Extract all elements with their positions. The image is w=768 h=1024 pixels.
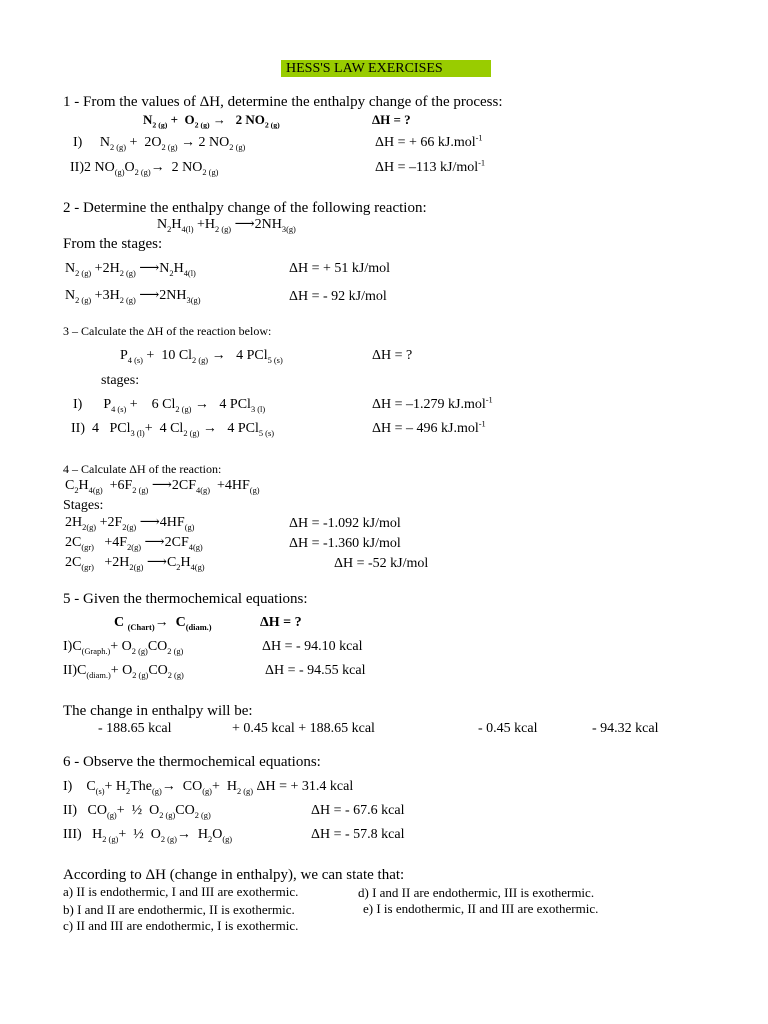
ex4-step-2-eq: $2C_{(gr)} +4F_{2(g)}$ $⟶2CF_{4(g)}$ xyxy=(65,535,203,552)
ex6-step-2-eq: II) $CO_{(g)}+$ ½ $O_{2 (g)}CO_{2 (g)}$ xyxy=(63,803,211,820)
ex5-option-3: - 0.45 kcal xyxy=(478,721,538,736)
ex5-step-2-eq: $II)C_{(diam.)}+ O_{2 (g)}CO_{2 (g)}$ xyxy=(63,663,184,680)
ex4-step-1-eq: $2H_{2(g)} +2F_{2(g)}$ $⟶4HF_{(g)}$ xyxy=(65,515,195,532)
ex2-step-2-eq: $N_{2 (g)} +3H_{2 (g)}$ $⟶2NH_{3(g)}$ xyxy=(65,288,201,305)
ex6-prompt: 6 - Observe the thermochemical equations: xyxy=(63,754,321,770)
ex5-prompt: 5 - Given the thermochemical equations: xyxy=(63,591,308,607)
ex4-stages-label: Stages: xyxy=(63,498,104,513)
ex5-option-1: - 188.65 kcal xyxy=(98,721,172,736)
ex5-step-1-eq: $I)C_{(Graph.)}+ O_{2 (g)}CO_{2 (g)}$ xyxy=(63,639,184,656)
ex6-question: According to ΔH (change in enthalpy), we can state that: xyxy=(63,867,405,883)
ex1-step-2-eq: II)2 $NO_{(g)}O_{2 (g)}\to 2$ $NO_{2 (g)}$ xyxy=(70,160,219,177)
ex3-step-1-eq: I) $P_{4 (s)}$ + 6 $Cl_{2 (g)} \to 4$ PCl$_{3 (l)}$ xyxy=(73,397,266,414)
ex5-step-1-dh: ΔH = - 94.10 kcal xyxy=(262,639,363,654)
ex4-target-eq: $C_2H_{4(g)} +6F_{2 (g)}$ $⟶2CF_{4(g)} +4HF_{(g)}$ xyxy=(65,478,260,495)
ex2-step-1-dh: ΔH = + 51 kJ/mol xyxy=(289,261,391,276)
ex2-prompt: 2 - Determine the enthalpy change of the following reaction: xyxy=(63,200,427,216)
title-highlight xyxy=(281,60,491,77)
ex4-step-3-eq: $2C_{(gr)} +2H_{2(g)}$ $⟶C_2H_{4(g)}$ xyxy=(65,555,205,572)
page-title: HESS'S LAW EXERCISES xyxy=(286,61,443,76)
ex3-stages-label: stages: xyxy=(101,373,140,388)
ex4-step-1-dh: ΔH = -1.092 kJ/mol xyxy=(289,516,401,531)
ex4-step-3-dh: ΔH = -52 kJ/mol xyxy=(334,556,429,571)
ex6-answer-a: a) II is endothermic, I and III are exothermic. xyxy=(63,884,299,899)
ex4-prompt: 4 – Calculate ΔH of the reaction: xyxy=(63,462,222,476)
ex6-answer-e: e) I is endothermic, II and III are exothermic. xyxy=(363,901,599,916)
ex1-prompt: 1 - From the values of ΔH, determine the enthalpy change of the process: xyxy=(63,94,503,110)
ex1-step-1-eq: I) $N_{2 (g)} + 2O_{2 (g)} \to 2$ $NO_{2 (g)}$ xyxy=(73,135,246,152)
ex2-step-2-dh: ΔH = - 92 kJ/mol xyxy=(289,289,387,304)
ex6-step-3-dh: ΔH = - 57.8 kcal xyxy=(311,827,405,842)
ex5-question: The change in enthalpy will be: xyxy=(63,703,253,719)
ex2-step-1-eq: $N_{2 (g)} +2H_{2 (g)}$ $⟶N_2H_{4(l)}$ xyxy=(65,261,196,278)
ex6-answer-c: c) II and III are endothermic, I is exothermic. xyxy=(63,918,299,933)
ex5-option-4: - 94.32 kcal xyxy=(592,721,659,736)
ex4-step-2-dh: ΔH = -1.360 kJ/mol xyxy=(289,536,401,551)
ex3-step-2-eq: II) 4 PCl$_{3 (l)}$+ 4 $Cl_{2 (g)} \to 4$ PCl$_{5 (s)}$ xyxy=(71,421,274,438)
ex1-target-dh: ΔH = ? xyxy=(372,112,411,127)
ex1-step-2-dh: ΔH = –113 kJ/mol$^{-1}$ xyxy=(375,158,486,175)
ex2-target-eq: $N_2H_{4(l)} +H_{2 (g)}$ $⟶2NH_{3(g)}$ xyxy=(157,217,296,234)
ex6-step-1: I) $C_{(s)}+ H_2The_{(g)}\to CO_{(g)}+ H_{2 (g)}$ ΔH = + 31.4 kcal xyxy=(63,779,354,796)
ex5-option-2: + 0.45 kcal + 188.65 kcal xyxy=(232,721,375,736)
ex3-step-1-dh: ΔH = –1.279 kJ.mol$^{-1}$ xyxy=(372,395,493,412)
ex3-prompt: 3 – Calculate the ΔH of the reaction below: xyxy=(63,324,272,338)
ex3-step-2-dh: ΔH = – 496 kJ.mol$^{-1}$ xyxy=(372,419,486,436)
ex3-target-dh: ΔH = ? xyxy=(372,348,413,363)
ex1-step-1-dh: ΔH = + 66 kJ.mol$^{-1}$ xyxy=(375,133,483,150)
ex5-target-eq: C $_{(Chart)}\to C_{(diam.)}$ xyxy=(114,615,212,632)
ex3-target-eq: $P_{4 (s)} + 10$ $Cl_{2 (g)} \to 4$ PCl$_{5 (s)}$ xyxy=(120,348,283,365)
ex6-step-2-dh: ΔH = - 67.6 kcal xyxy=(311,803,405,818)
ex6-answer-b: b) I and II are endothermic, II is exothermic. xyxy=(63,902,295,917)
ex6-step-3-eq: III) $H_{2 (g)}+$ ½ $O_{2 (g)}\to H_2O_{(g)}$ xyxy=(63,827,233,844)
ex2-stages-label: From the stages: xyxy=(63,236,163,252)
ex6-answer-d: d) I and II are endothermic, III is exothermic. xyxy=(358,885,595,900)
ex5-target-dh: ΔH = ? xyxy=(260,615,302,630)
ex5-step-2-dh: ΔH = - 94.55 kcal xyxy=(265,663,366,678)
ex1-target-eq: $N_{2 (g)} + O_{2 (g)} \to 2$ $NO_{2 (g)}$ xyxy=(143,112,280,130)
